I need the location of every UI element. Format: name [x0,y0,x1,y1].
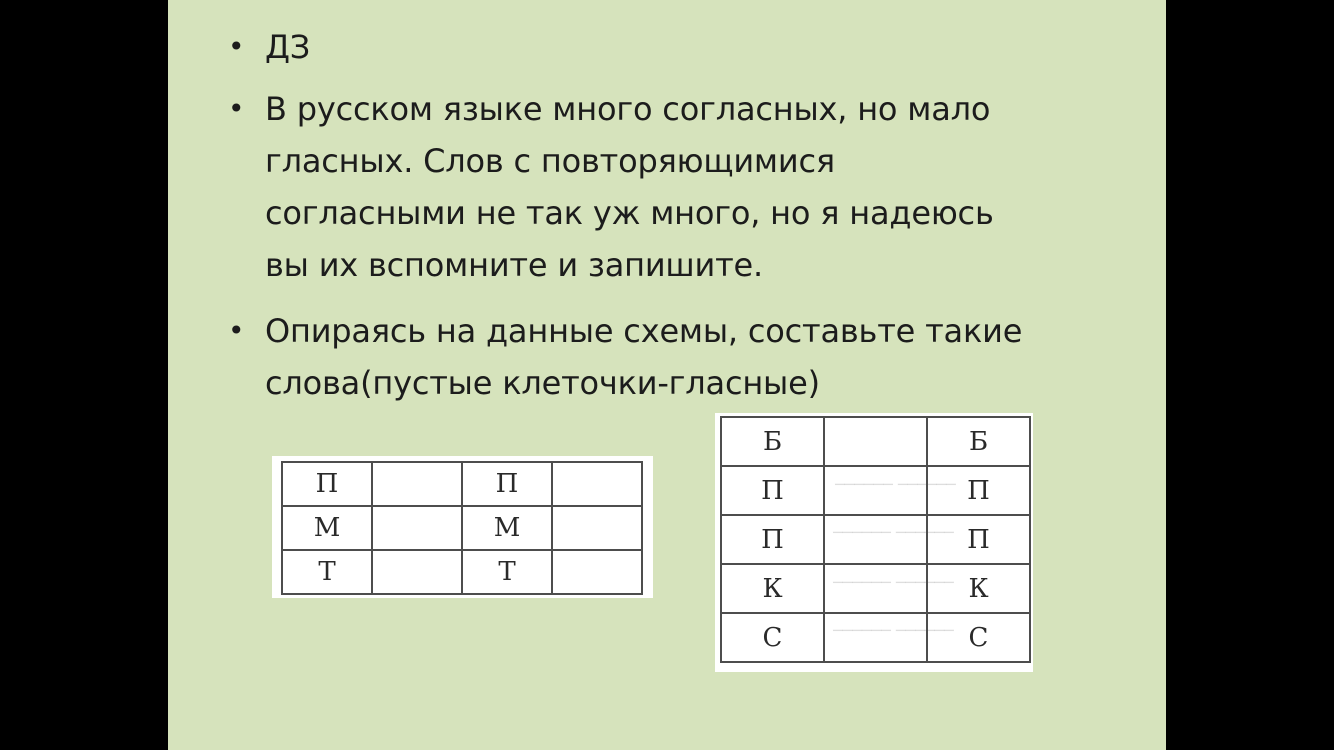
vowel-blank-cell [824,515,927,564]
bullet-marker: • [228,314,245,347]
scheme-grid [281,461,643,595]
scheme-grid [720,416,1031,663]
consonant-cell: П [282,462,372,506]
scheme-row [282,462,642,506]
bullet-text: В русском языке много согласных, но мало гласных. Слов с повторяющимися согласными не так уж много, но я надеюсь вы их вспомните и запишите. [265,90,994,284]
vowel-blank-cell [824,466,927,515]
bullet-text: ДЗ [265,28,311,66]
bullet-text: Опираясь на данные схемы, составьте такие слова(пустые клеточки-гласные) [265,312,1023,402]
consonant-cell: С [927,613,1030,662]
bullet-marker: • [228,30,245,63]
vowel-blank-cell [824,417,927,466]
slide [168,0,1166,750]
vowel-blank-cell [372,506,462,550]
scan-bleed-decoration: ────── ────── [835,475,956,494]
scheme-row [282,506,642,550]
consonant-cell: Т [462,550,552,594]
vowel-blank-cell [552,462,642,506]
vowel-blank-cell [372,462,462,506]
scheme-row [721,613,1030,662]
consonant-cell: П [721,466,824,515]
vowel-blank-cell [552,550,642,594]
scheme-row [282,550,642,594]
consonant-cell: К [927,564,1030,613]
scan-bleed-decoration: ────── ────── [833,523,954,542]
consonant-cell: Б [927,417,1030,466]
consonant-cell: П [927,515,1030,564]
consonant-cell: М [462,506,552,550]
word-scheme-right [715,413,1033,672]
consonant-cell: С [721,613,824,662]
consonant-cell: П [927,466,1030,515]
consonant-cell: Т [282,550,372,594]
scan-bleed-decoration: ────── ────── [833,621,954,640]
scheme-row [721,564,1030,613]
scheme-row [721,466,1030,515]
consonant-cell: К [721,564,824,613]
scan-bleed-decoration: ────── ────── [833,573,954,592]
consonant-cell: М [282,506,372,550]
consonant-cell: П [721,515,824,564]
vowel-blank-cell [372,550,462,594]
vowel-blank-cell [552,506,642,550]
consonant-cell: П [462,462,552,506]
consonant-cell: Б [721,417,824,466]
scheme-row [721,515,1030,564]
vowel-blank-cell [824,613,927,662]
vowel-blank-cell [824,564,927,613]
word-scheme-left [272,456,653,598]
scheme-row [721,417,1030,466]
bullet-marker: • [228,92,245,125]
